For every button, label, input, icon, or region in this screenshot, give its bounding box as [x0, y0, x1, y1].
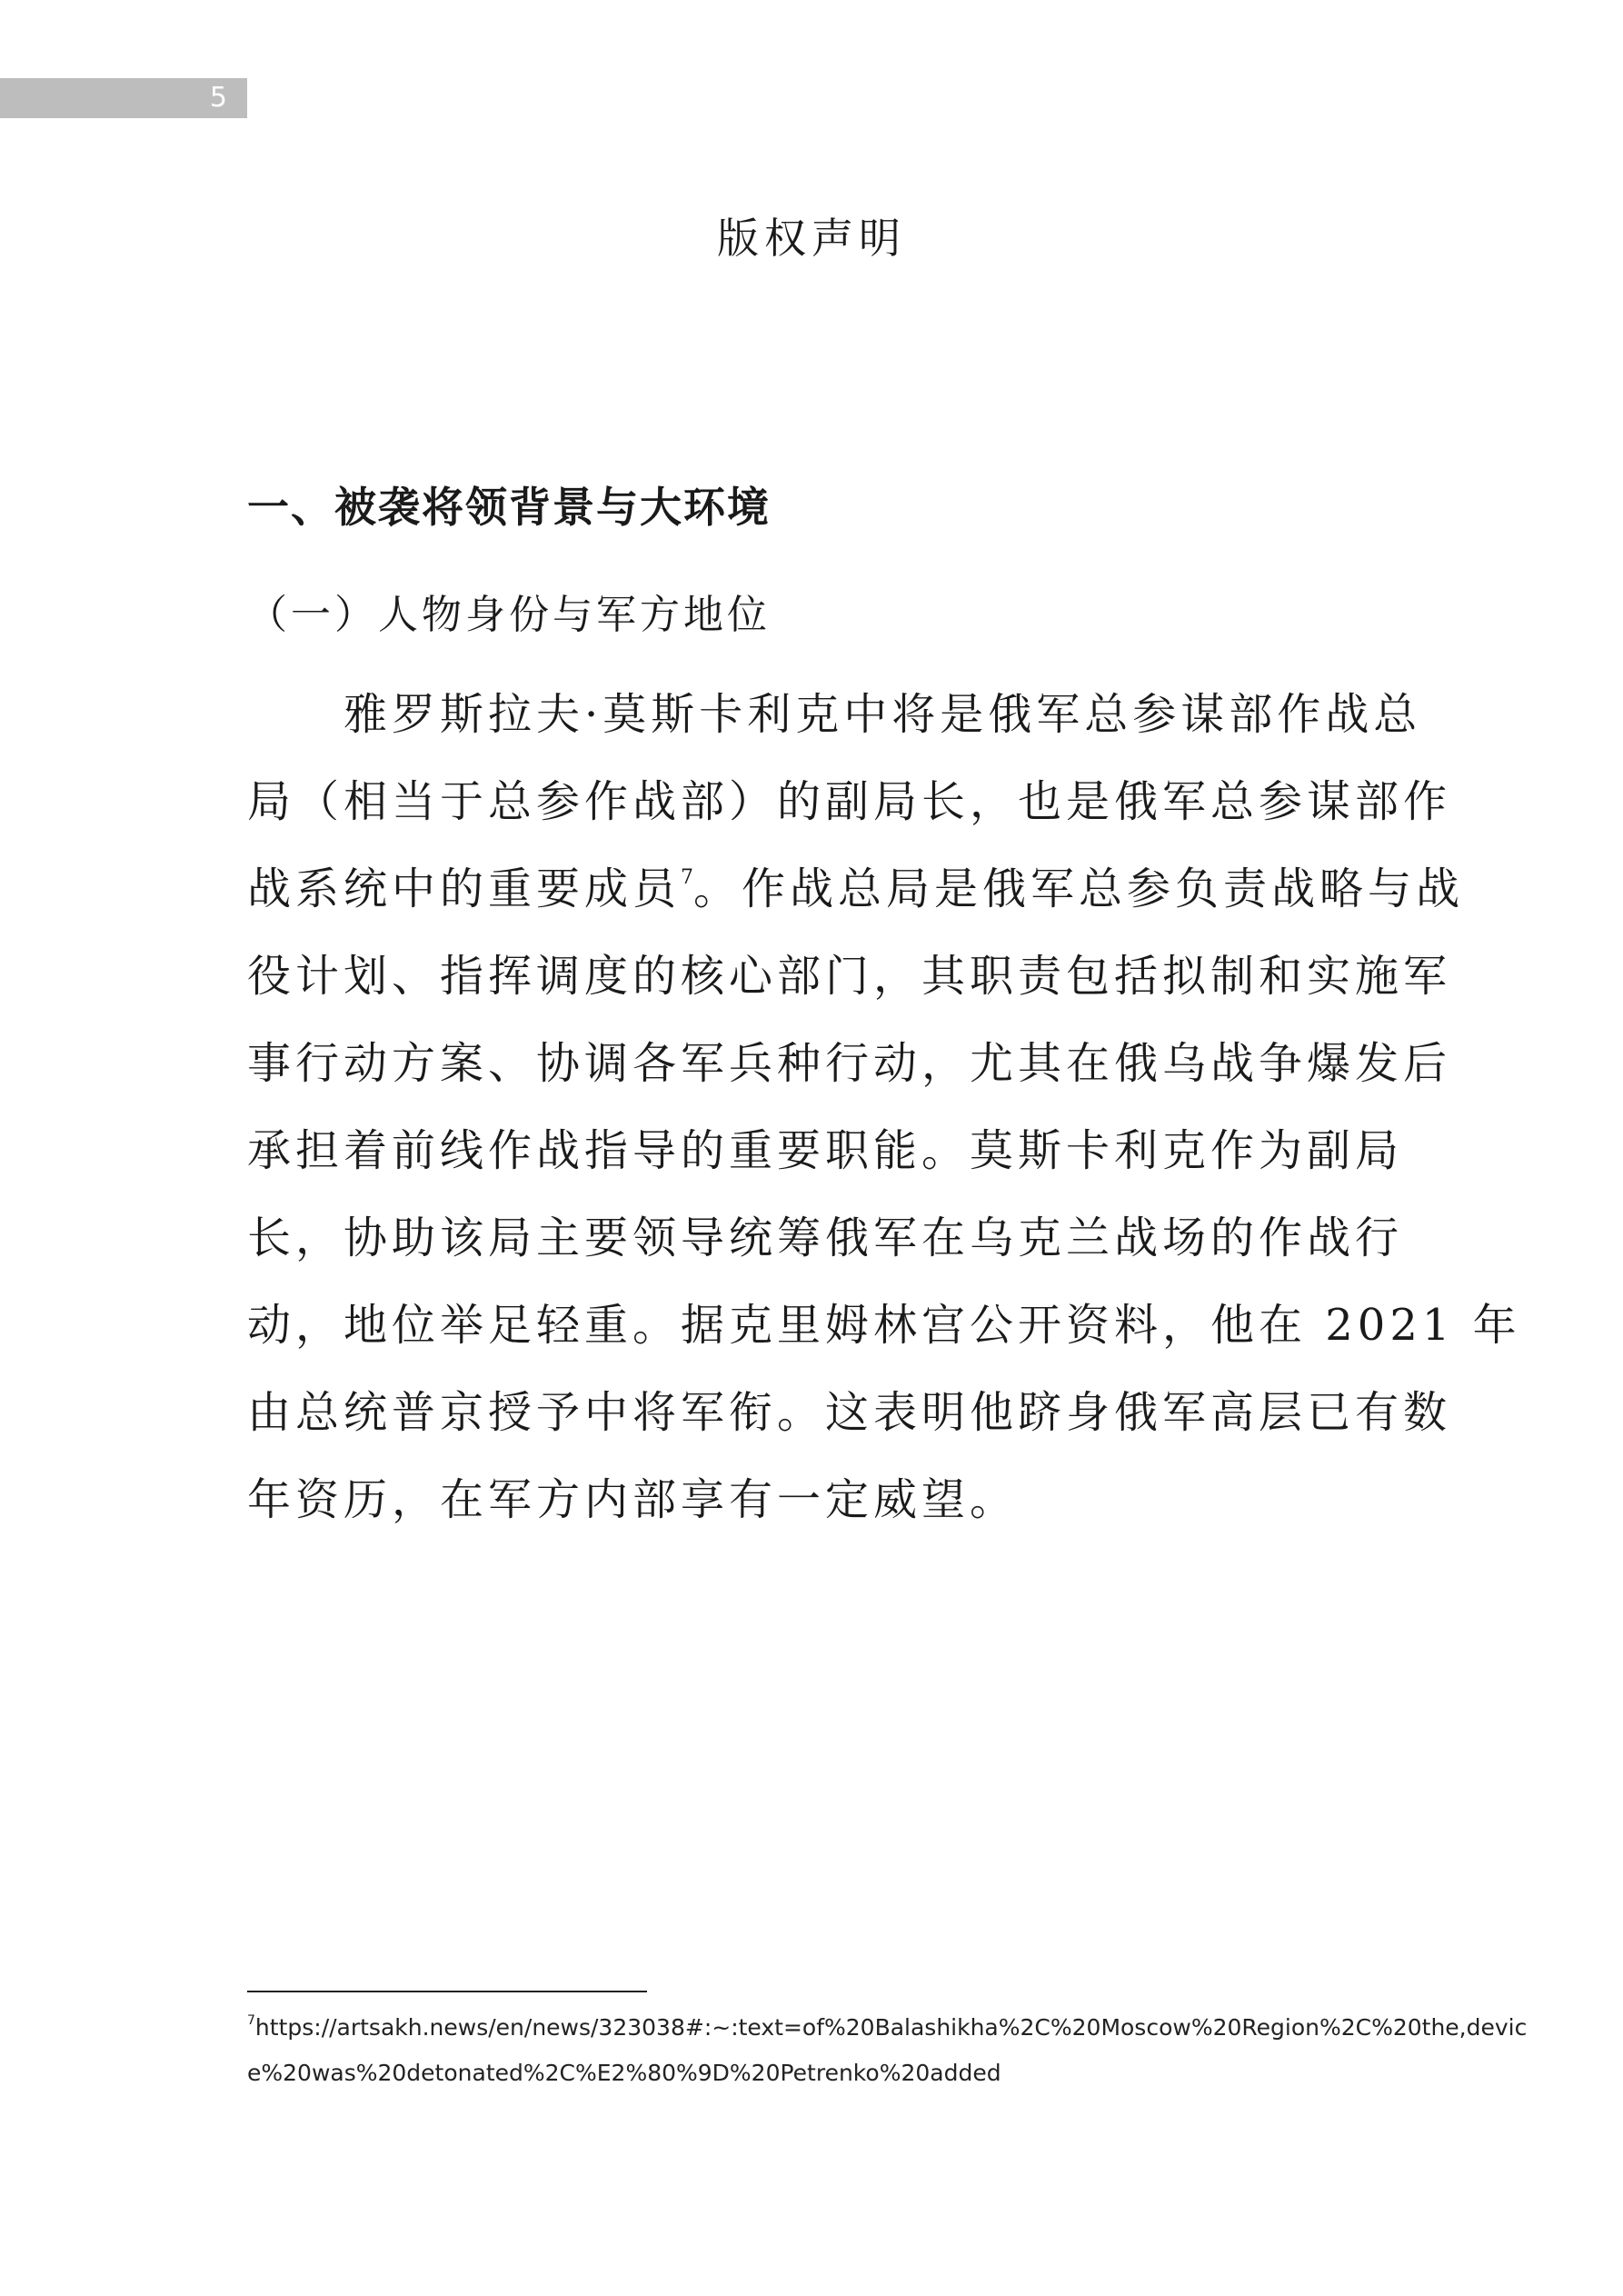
footnote-url-part1[interactable]: https://artsakh.news/en/news/323038#:~:text=of%20Balashikha%2C%20Moscow%20Region%2C%20the,devic	[254, 2014, 1528, 2041]
paragraph-line: 长，协助该局主要领导统筹俄军在乌克兰战场的作战行	[247, 1213, 1404, 1263]
footnote-line	[247, 2005, 1528, 2051]
body-paragraph	[247, 680, 1521, 1552]
page-number: 5	[209, 82, 227, 114]
paragraph-line: 役计划、指挥调度的核心部门，其职责包括拟制和实施军	[247, 951, 1452, 1002]
footnote	[247, 2005, 1528, 2096]
paragraph-line: 事行动方案、协调各军兵种行动，尤其在俄乌战争爆发后	[247, 1038, 1452, 1089]
footnote-divider	[247, 1991, 647, 1992]
document-title: 版权声明	[717, 214, 906, 263]
paragraph-line-tail: 。作战总局是俄军总参负责战略与战	[693, 863, 1465, 914]
paragraph-line-text: 战系统中的重要成员	[247, 863, 682, 914]
paragraph-line: 由总统普京授予中将军衔。这表明他跻身俄军高层已有数	[247, 1387, 1452, 1438]
footnote-marker: 7	[247, 2013, 255, 2028]
footnote-url-part2[interactable]: e%20was%20detonated%2C%E2%80%9D%20Petrenko%20added	[247, 2060, 1001, 2086]
subsection-heading: （一）人物身份与军方地位	[247, 592, 771, 638]
paragraph-line	[247, 854, 1465, 942]
paragraph-line: 年资历，在军方内部享有一定威望。	[247, 1474, 1019, 1525]
paragraph-line: 局（相当于总参作战部）的副局长，也是俄军总参谋部作	[247, 776, 1452, 827]
paragraph-line: 承担着前线作战指导的重要职能。莫斯卡利克作为副局	[247, 1125, 1404, 1176]
paragraph-line: 动，地位举足轻重。据克里姆林宫公开资料，他在 2021 年	[247, 1300, 1521, 1351]
footnote-reference[interactable]: 7	[681, 866, 694, 889]
paragraph-line: 雅罗斯拉夫·莫斯卡利克中将是俄军总参谋部作战总	[247, 689, 1422, 740]
section-heading: 一、被袭将领背景与大环境	[247, 483, 771, 532]
page-number-tab	[0, 78, 247, 118]
